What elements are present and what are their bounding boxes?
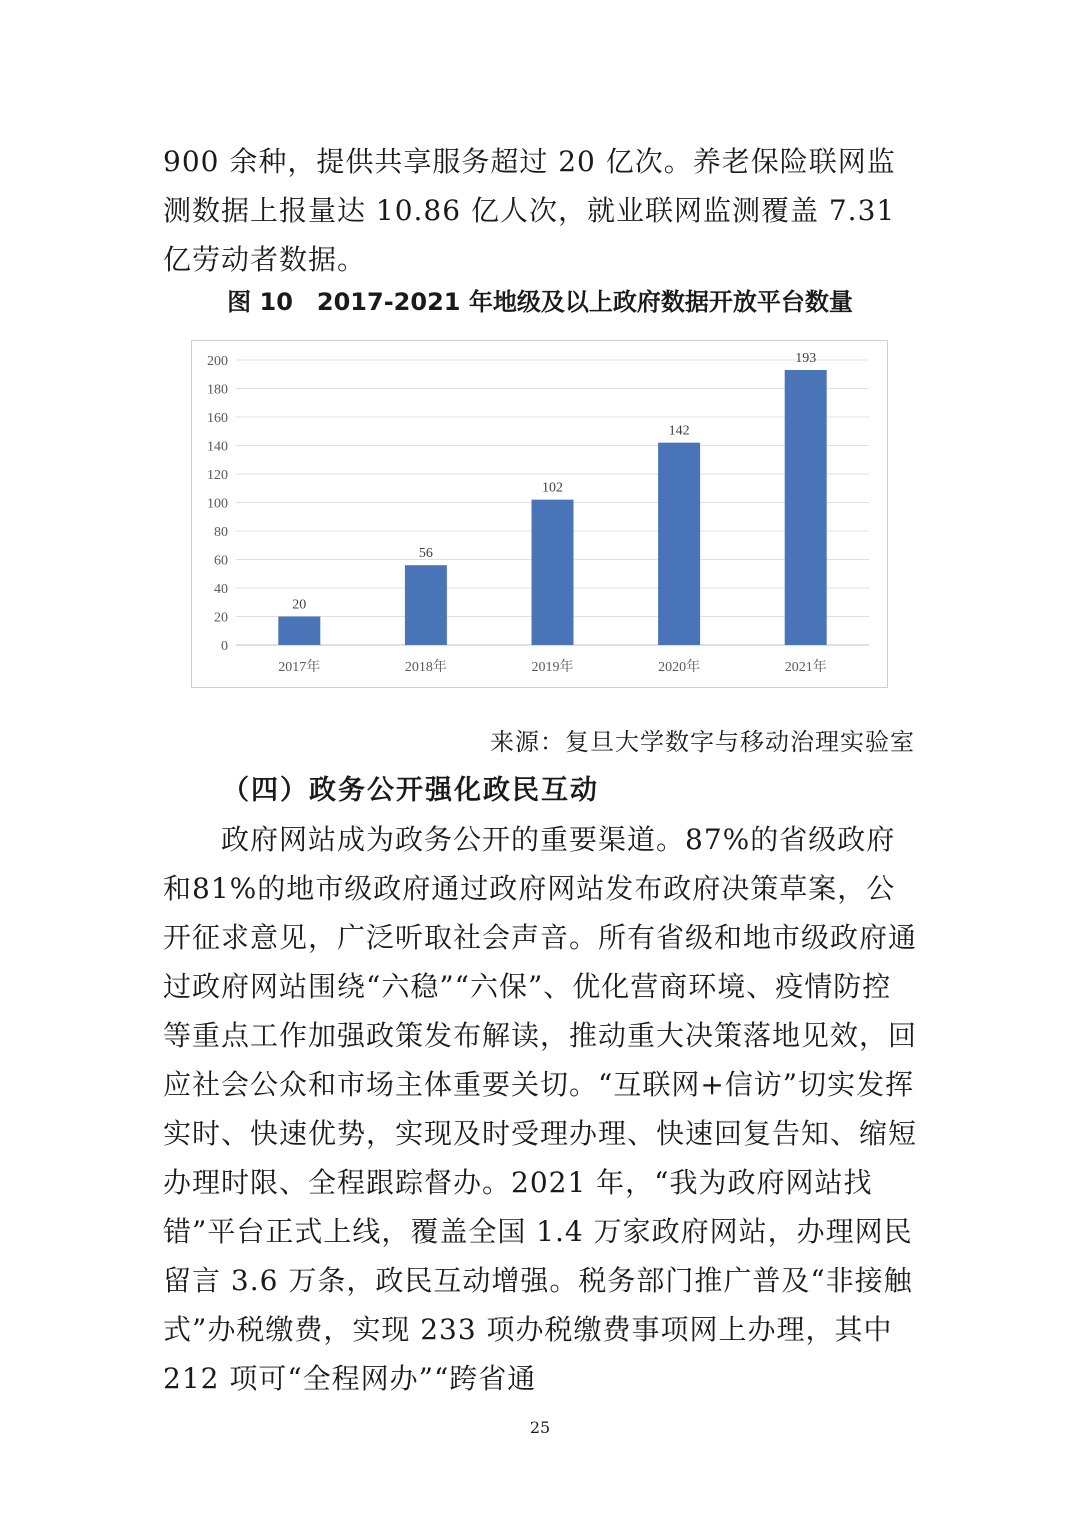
bar-chart — [191, 340, 888, 688]
chart-canvas — [192, 341, 889, 689]
data-label: 56 — [418, 546, 433, 562]
intro-paragraph: 900 余种，提供共享服务超过 20 亿次。养老保险联网监测数据上报量达 10.86 亿人次，就业联网监测覆盖 7.31 亿劳动者数据。 — [163, 145, 896, 276]
section-heading: （四）政务公开强化政民互动 — [222, 775, 599, 806]
y-tick-label: 80 — [214, 525, 228, 540]
y-tick-label: 60 — [214, 553, 228, 569]
bar — [278, 617, 320, 646]
bar — [405, 565, 447, 645]
x-tick-label: 2020年 — [658, 660, 701, 675]
bar — [658, 443, 700, 645]
bar — [785, 370, 827, 645]
x-tick-label: 2018年 — [404, 660, 447, 675]
y-tick-label: 140 — [207, 439, 228, 455]
data-label: 20 — [292, 597, 307, 613]
data-label: 193 — [795, 350, 817, 366]
y-tick-label: 180 — [207, 382, 228, 398]
y-tick-label: 120 — [207, 468, 228, 483]
x-tick-label: 2017年 — [278, 660, 321, 675]
figure-source: 来源：复旦大学数字与移动治理实验室 — [490, 728, 915, 756]
y-tick-label: 40 — [214, 582, 228, 597]
data-label: 142 — [668, 423, 690, 439]
data-label: 102 — [542, 480, 563, 496]
y-tick-label: 0 — [221, 639, 228, 654]
body-paragraph: 政府网站成为政务公开的重要渠道。87%的省级政府和81%的地市级政府通过政府网站发布政府决策草案，公开征求意见，广泛听取社会声音。所有省级和地市级政府通过政府网站围绕“六稳”“六保”、优化营商环境、疫情防控等重点工作加强政策发布解读，推动重大决策落地见效，回应社会公众和市场主体重要关切。“互联网+信访”切实发挥实时、快速优势，实现及时受理办理、快速回复告知、缩短办理时限、全程跟踪督办。2021 年，“我为政府网站找错”平台正式上线，覆盖全国 1.4 万家政府网站，办理网民留言 3.6 万条，政民互动增强。税务部门推广普及“非接触式”办税缴费，实现 233 项办税缴费事项网上办理，其中 212 项可“全程网办”“跨省通 — [163, 823, 918, 1395]
y-tick-label: 100 — [207, 496, 228, 512]
page-number: 25 — [529, 1418, 551, 1437]
bar — [532, 500, 574, 645]
figure-title: 图 10 2017-2021 年地级及以上政府数据开放平台数量 — [227, 288, 853, 316]
x-tick-label: 2021年 — [784, 660, 827, 675]
x-tick-label: 2019年 — [531, 660, 574, 675]
y-tick-label: 200 — [207, 354, 228, 369]
y-tick-label: 160 — [207, 411, 228, 426]
y-tick-label: 20 — [214, 610, 228, 626]
